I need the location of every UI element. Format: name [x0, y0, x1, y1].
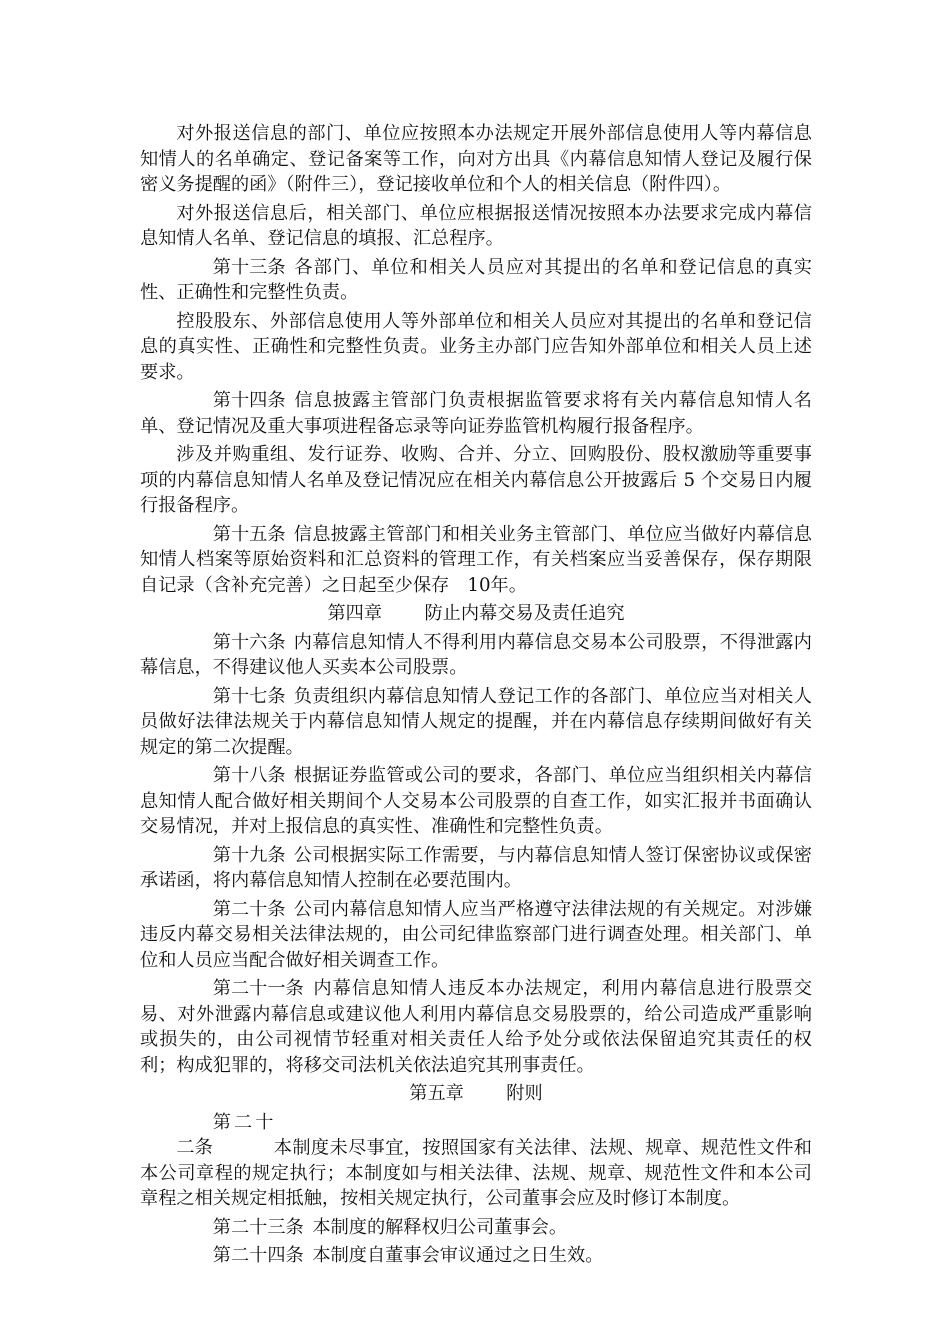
- article-label: 第十六条: [212, 631, 286, 653]
- chapter-title: 防止内幕交易及责任追究: [424, 603, 625, 624]
- article-label: 第二十一条: [212, 978, 304, 999]
- chapter-heading: [140, 601, 812, 627]
- paragraph: 对外报送信息后，相关部门、单位应根据报送情况按照本办法要求完成内幕信息知情人名单、登记信息的填报、汇总程序。: [140, 202, 812, 249]
- article-label: 第二十三条: [212, 1216, 304, 1238]
- article-19: 第十九条 公司根据实际工作需要，与内幕信息知情人签订保密协议或保密承诺函，将内幕信息知情人控制在必要范围内。: [140, 844, 812, 891]
- article-label: 第十四条: [212, 390, 286, 411]
- document-page: [140, 121, 812, 1272]
- article-label: 第十八条: [212, 765, 286, 786]
- article-14: 第十四条 信息披露主管部门负责根据监管要求将有关内幕信息知情人名单、登记情况及重大事项进程备忘录等向证券监管机构履行报备程序。: [140, 390, 812, 437]
- article-label: 第二十四条: [212, 1245, 304, 1266]
- article-22: 第二十二条 本制度未尽事宜，按照国家有关法律、法规、规章、规范性文件和本公司章程的规定执行；本制度如与相关法律、法规、规章、规范性文件和本公司章程之相关规定相抵触，按相关规定执行，公司董事会应及时修订本制度。: [140, 1111, 812, 1209]
- chapter-title: 附则: [506, 1083, 543, 1104]
- article-16: 第十六条 内幕信息知情人不得利用内幕信息交易本公司股票，不得泄露内幕信息，不得建议他人买卖本公司股票。: [140, 631, 812, 678]
- paragraph: 涉及并购重组、发行证券、收购、合并、分立、回购股份、股权激励等重要事项的内幕信息知情人名单及登记情况应在相关内幕信息公开披露后 5 个交易日内履行报备程序。: [140, 444, 812, 516]
- article-label: 第十九条: [212, 844, 286, 866]
- article-label: 第二十二条: [176, 1111, 274, 1158]
- article-label: 第十五条: [212, 523, 286, 545]
- article-label: 第十七条: [212, 685, 286, 707]
- chapter-number: 第五章: [409, 1083, 464, 1104]
- article-20: 第二十条 公司内幕信息知情人应当严格遵守法律法规的有关规定。对涉嫌违反内幕交易相关法律法规的，由公司纪律监察部门进行调查处理。相关部门、单位和人员应当配合做好相关调查工作。: [140, 898, 812, 971]
- article-23: 第二十三条 本制度的解释权归公司董事会。: [140, 1215, 812, 1241]
- article-21: 第二十一条 内幕信息知情人违反本办法规定，利用内幕信息进行股票交易、对外泄露内幕信息或建议他人利用内幕信息交易股票的，给公司造成严重影响或损失的，由公司视情节轻重对相关责任人给予处分或依法保留追究其责任的权利；构成犯罪的，将移交司法机关依法追究其刑事责任。: [140, 978, 812, 1076]
- paragraph: 对外报送信息的部门、单位应按照本办法规定开展外部信息使用人等内幕信息知情人的名单确定、登记备案等工作，向对方出具《内幕信息知情人登记及履行保密义务提醒的函》（附件三），登记接收单位和个人的相关信息（附件四）。: [140, 123, 812, 195]
- article-15: 第十五条 信息披露主管部门和相关业务主管部门、单位应当做好内幕信息知情人档案等原始资料和汇总资料的管理工作，有关档案应当妥善保存，保存期限自记录（含补充完善）之日起至少保存 10年。: [140, 523, 812, 596]
- paragraph: 控股股东、外部信息使用人等外部单位和相关人员应对其提出的名单和登记信息的真实性、正确性和完整性负责。业务主办部门应告知外部单位和相关人员上述要求。: [140, 310, 812, 383]
- chapter-number: 第四章: [327, 603, 383, 624]
- article-17: 第十七条 负责组织内幕信息知情人登记工作的各部门、单位应当对相关人员做好法律法规关于内幕信息知情人规定的提醒，并在内幕信息存续期间做好有关规定的第二次提醒。: [140, 685, 812, 758]
- article-13: 第十三条 各部门、单位和相关人员应对其提出的名单和登记信息的真实性、正确性和完整性负责。: [140, 256, 812, 303]
- chapter-heading: [140, 1081, 812, 1107]
- article-18: 第十八条 根据证券监管或公司的要求，各部门、单位应当组织相关内幕信息知情人配合做好相关期间个人交易本公司股票的自查工作，如实汇报并书面确认交易情况，并对上报信息的真实性、准确性和完整性负责。: [140, 765, 812, 837]
- article-24: 第二十四条 本制度自董事会审议通过之日生效。: [140, 1243, 812, 1269]
- article-label: 第十三条: [212, 256, 286, 278]
- article-label: 第二十条: [212, 898, 286, 920]
